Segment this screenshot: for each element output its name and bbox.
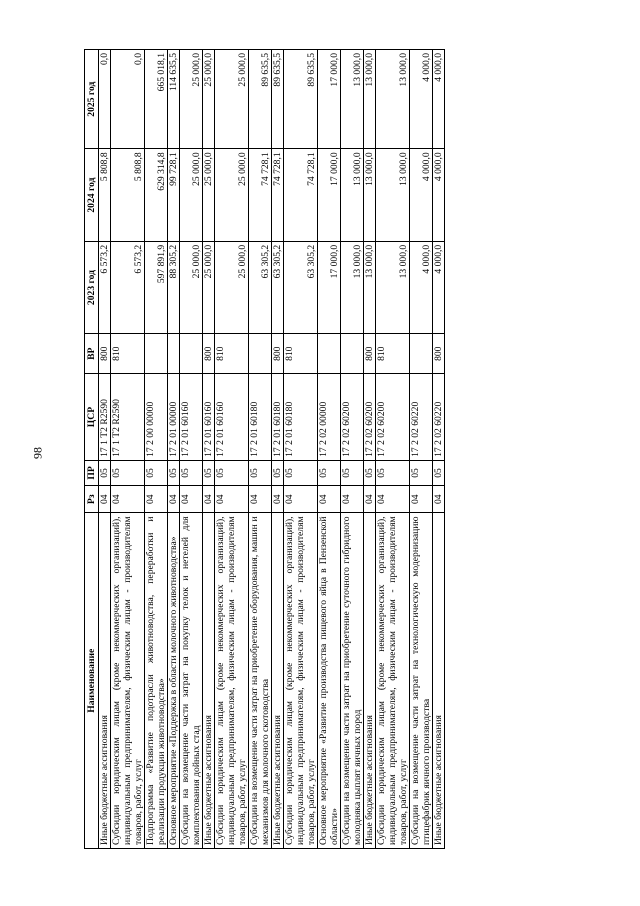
cell-csr: 17 2 02 60200 — [376, 374, 410, 461]
cell-vr: 800 — [99, 334, 111, 374]
table-row — [341, 50, 364, 849]
cell-csr: 17 2 02 60220 — [433, 374, 445, 461]
cell-2024: 74 728,1 — [284, 149, 318, 241]
cell-pr: 05 — [284, 460, 318, 485]
cell-2023: 25 000,0 — [203, 241, 215, 333]
cell-2023: 13 000,0 — [376, 241, 410, 333]
cell-name: Основное мероприятие «Развитие производства пищевого яйца в Пензенской области» — [318, 513, 341, 849]
table-row — [111, 50, 145, 849]
cell-2024: 17 000,0 — [318, 149, 341, 241]
cell-pr: 05 — [249, 460, 272, 485]
cell-name: Иные бюджетные ассигнования — [203, 513, 215, 849]
cell-vr — [145, 334, 168, 374]
cell-pr: 05 — [410, 460, 433, 485]
cell-2025: 0,0 — [111, 50, 145, 149]
cell-2025: 25 000,0 — [180, 50, 203, 149]
cell-name: Иные бюджетные ассигнования — [433, 513, 445, 849]
cell-csr: 17 2 02 60200 — [364, 374, 376, 461]
cell-name: Основное мероприятие «Поддержка в области молочного животноводства» — [168, 513, 180, 849]
cell-csr: 17 2 01 60180 — [249, 374, 272, 461]
table-row — [145, 50, 168, 849]
table-row — [180, 50, 203, 849]
cell-vr: 810 — [215, 334, 249, 374]
cell-rz: 04 — [249, 486, 272, 513]
col-header-2025: 2025 год — [85, 50, 99, 149]
cell-rz: 04 — [168, 486, 180, 513]
cell-rz: 04 — [99, 486, 111, 513]
cell-csr: 17 1 Т2 R2590 — [111, 374, 145, 461]
cell-2025: 89 635,5 — [272, 50, 284, 149]
cell-rz: 04 — [111, 486, 145, 513]
cell-pr: 05 — [376, 460, 410, 485]
cell-vr: 800 — [433, 334, 445, 374]
cell-name: Субсидии на возмещение части затрат на технологическую модернизацию птицефабрик яичного производства — [410, 513, 433, 849]
cell-2023: 6 573,2 — [111, 241, 145, 333]
cell-csr: 17 2 01 60160 — [203, 374, 215, 461]
cell-2025: 25 000,0 — [203, 50, 215, 149]
cell-rz: 04 — [318, 486, 341, 513]
col-header-pr: ПР — [85, 460, 99, 485]
cell-csr: 17 2 02 60220 — [410, 374, 433, 461]
table-row — [203, 50, 215, 849]
cell-vr — [410, 334, 433, 374]
cell-name: Субсидии юридическим лицам (кроме некоммерческих организаций), индивидуальным предпринимателям, физическим лицам - производителям товаров, работ, услуг — [284, 513, 318, 849]
col-header-name: Наименование — [85, 513, 99, 849]
cell-vr — [318, 334, 341, 374]
table-row — [272, 50, 284, 849]
cell-2023: 597 891,9 — [145, 241, 168, 333]
cell-pr: 05 — [272, 460, 284, 485]
cell-2024: 629 314,8 — [145, 149, 168, 241]
table-row — [168, 50, 180, 849]
cell-2023: 13 000,0 — [364, 241, 376, 333]
cell-2025: 114 635,5 — [168, 50, 180, 149]
cell-2024: 74 728,1 — [272, 149, 284, 241]
cell-csr: 17 2 01 60160 — [215, 374, 249, 461]
cell-2024: 74 728,1 — [249, 149, 272, 241]
cell-name: Субсидии юридическим лицам (кроме некоммерческих организаций), индивидуальным предпринимателям, физическим лицам - производителям товаров, работ, услуг — [111, 513, 145, 849]
cell-rz: 04 — [364, 486, 376, 513]
cell-pr: 05 — [145, 460, 168, 485]
cell-csr: 17 2 00 00000 — [145, 374, 168, 461]
cell-2024: 99 728,1 — [168, 149, 180, 241]
cell-2024: 4 000,0 — [410, 149, 433, 241]
cell-csr: 17 2 01 00000 — [168, 374, 180, 461]
cell-2023: 4 000,0 — [410, 241, 433, 333]
cell-2023: 25 000,0 — [215, 241, 249, 333]
cell-2025: 89 635,5 — [284, 50, 318, 149]
cell-name: Иные бюджетные ассигнования — [272, 513, 284, 849]
table-row — [433, 50, 445, 849]
cell-2025: 4 000,0 — [410, 50, 433, 149]
cell-2024: 4 000,0 — [433, 149, 445, 241]
cell-pr: 05 — [215, 460, 249, 485]
cell-rz: 04 — [284, 486, 318, 513]
table-row — [99, 50, 111, 849]
cell-csr: 17 2 01 60180 — [272, 374, 284, 461]
cell-pr: 05 — [364, 460, 376, 485]
cell-2023: 63 305,2 — [249, 241, 272, 333]
cell-rz: 04 — [410, 486, 433, 513]
cell-2023: 63 305,2 — [272, 241, 284, 333]
cell-pr: 05 — [318, 460, 341, 485]
table-header-row — [85, 50, 99, 849]
cell-vr — [341, 334, 364, 374]
table-row — [215, 50, 249, 849]
cell-name: Субсидии юридическим лицам (кроме некоммерческих организаций), индивидуальным предпринимателям, физическим лицам - производителям товаров, работ, услуг — [376, 513, 410, 849]
cell-vr: 810 — [284, 334, 318, 374]
cell-2023: 25 000,0 — [180, 241, 203, 333]
cell-2025: 13 000,0 — [341, 50, 364, 149]
cell-2025: 665 018,1 — [145, 50, 168, 149]
cell-2023: 13 000,0 — [341, 241, 364, 333]
col-header-2024: 2024 год — [85, 149, 99, 241]
page-number: 98 — [30, 447, 45, 459]
cell-2023: 6 573,2 — [99, 241, 111, 333]
table-row — [376, 50, 410, 849]
cell-vr — [249, 334, 272, 374]
cell-name: Субсидии на возмещение части затрат на приобретение суточного гибридного молодняка цыплят яичных пород — [341, 513, 364, 849]
table-row — [284, 50, 318, 849]
cell-rz: 04 — [145, 486, 168, 513]
cell-pr: 05 — [203, 460, 215, 485]
cell-name: Иные бюджетные ассигнования — [364, 513, 376, 849]
cell-rz: 04 — [433, 486, 445, 513]
cell-2024: 25 000,0 — [215, 149, 249, 241]
cell-vr: 800 — [364, 334, 376, 374]
cell-vr: 810 — [111, 334, 145, 374]
col-header-rz: Рз — [85, 486, 99, 513]
cell-pr: 05 — [111, 460, 145, 485]
cell-csr: 17 2 01 60160 — [180, 374, 203, 461]
cell-rz: 04 — [203, 486, 215, 513]
cell-pr: 05 — [341, 460, 364, 485]
cell-name: Субсидии на возмещение части затрат на приобретение оборудования, машин и механизмов для молочного скотоводства — [249, 513, 272, 849]
table-row — [318, 50, 341, 849]
cell-name: Подпрограмма «Развитие подотрасли животноводства, переработки и реализации продукции животноводства» — [145, 513, 168, 849]
cell-pr: 05 — [433, 460, 445, 485]
budget-table — [84, 49, 445, 849]
table-row — [410, 50, 433, 849]
cell-rz: 04 — [272, 486, 284, 513]
cell-name: Субсидии юридическим лицам (кроме некоммерческих организаций), индивидуальным предпринимателям, физическим лицам - производителям товаров, работ, услуг — [215, 513, 249, 849]
cell-vr: 810 — [376, 334, 410, 374]
cell-vr: 800 — [203, 334, 215, 374]
cell-2025: 13 000,0 — [364, 50, 376, 149]
cell-2025: 4 000,0 — [433, 50, 445, 149]
cell-csr: 17 1 Т2 R2590 — [99, 374, 111, 461]
cell-2024: 5 808,8 — [99, 149, 111, 241]
col-header-2023: 2023 год — [85, 241, 99, 333]
cell-2024: 13 000,0 — [376, 149, 410, 241]
cell-pr: 05 — [180, 460, 203, 485]
cell-vr — [180, 334, 203, 374]
cell-pr: 05 — [168, 460, 180, 485]
table-row — [364, 50, 376, 849]
cell-vr — [168, 334, 180, 374]
cell-2023: 88 305,2 — [168, 241, 180, 333]
cell-2024: 5 808,8 — [111, 149, 145, 241]
cell-csr: 17 2 02 60200 — [341, 374, 364, 461]
cell-2025: 25 000,0 — [215, 50, 249, 149]
budget-table-page — [84, 49, 612, 849]
cell-rz: 04 — [215, 486, 249, 513]
cell-pr: 05 — [99, 460, 111, 485]
cell-csr: 17 2 02 00000 — [318, 374, 341, 461]
col-header-vr: ВР — [85, 334, 99, 374]
cell-2025: 89 635,5 — [249, 50, 272, 149]
cell-2024: 25 000,0 — [180, 149, 203, 241]
cell-name: Субсидии на возмещение части затрат на покупку телок и нетелей для комплектования дойных стад — [180, 513, 203, 849]
cell-2025: 13 000,0 — [376, 50, 410, 149]
cell-csr: 17 2 01 60180 — [284, 374, 318, 461]
cell-vr: 800 — [272, 334, 284, 374]
cell-rz: 04 — [180, 486, 203, 513]
table-row — [249, 50, 272, 849]
cell-2023: 17 000,0 — [318, 241, 341, 333]
cell-2024: 13 000,0 — [341, 149, 364, 241]
cell-rz: 04 — [341, 486, 364, 513]
cell-2024: 25 000,0 — [203, 149, 215, 241]
cell-name: Иные бюджетные ассигнования — [99, 513, 111, 849]
cell-2023: 4 000,0 — [433, 241, 445, 333]
cell-2025: 0,0 — [99, 50, 111, 149]
cell-rz: 04 — [376, 486, 410, 513]
cell-2025: 17 000,0 — [318, 50, 341, 149]
cell-2023: 63 305,2 — [284, 241, 318, 333]
col-header-csr: ЦСР — [85, 374, 99, 461]
cell-2024: 13 000,0 — [364, 149, 376, 241]
